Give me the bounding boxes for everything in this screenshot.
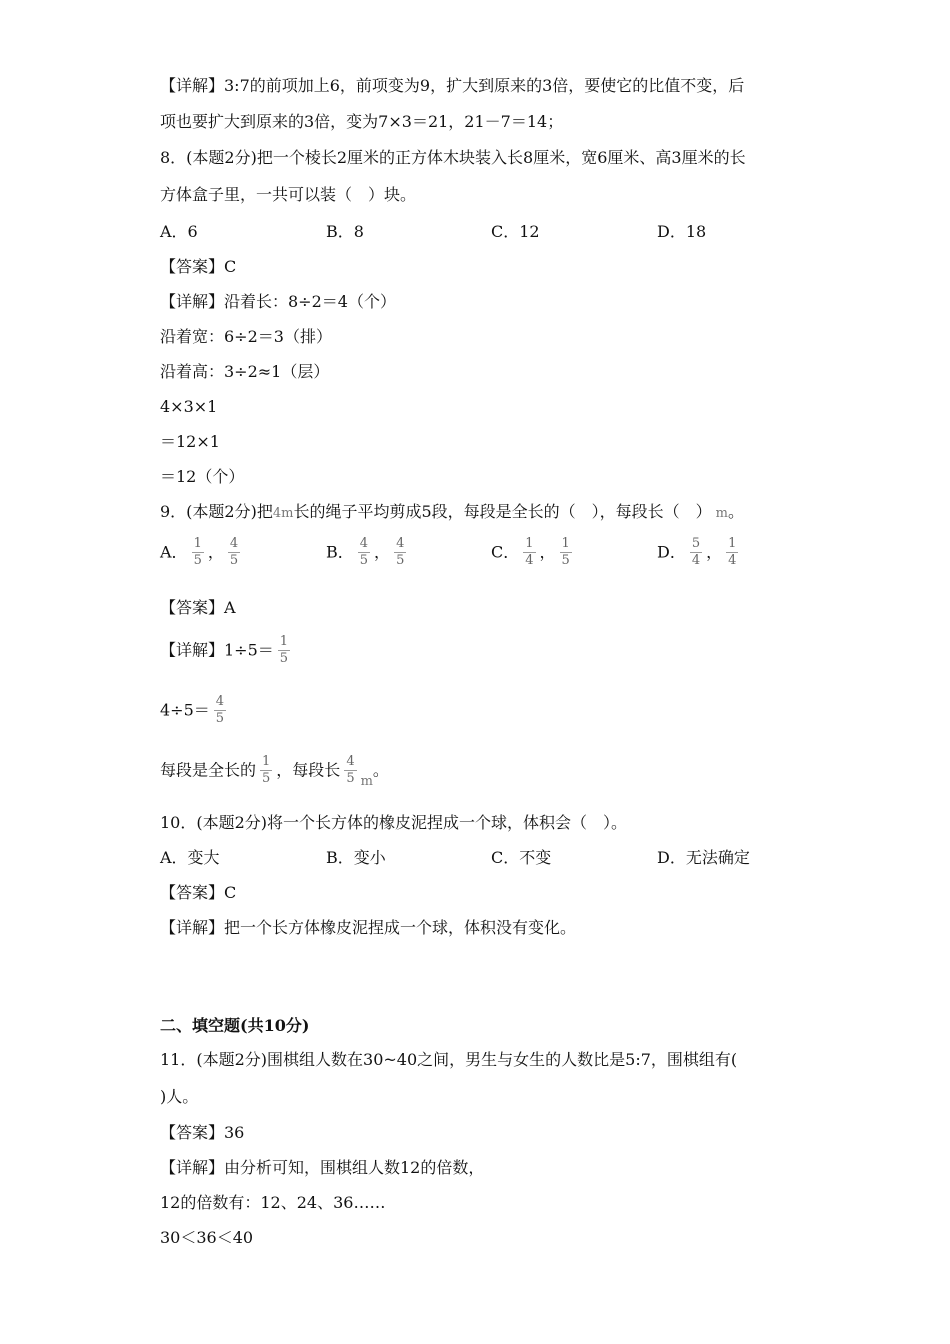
q10-option-d: D．无法确定 bbox=[657, 848, 750, 867]
q11-detail-line-2: 12的倍数有：12、24、36…… bbox=[160, 1193, 386, 1212]
q9-option-a-fraction-2: $\frac{4}{5}$ bbox=[229, 536, 239, 568]
q9-option-c-label: C． bbox=[491, 542, 520, 562]
q9-detail-3-text-b: ，每段长 bbox=[276, 760, 341, 780]
q9-option-b-fraction-1: $\frac{4}{5}$ bbox=[359, 536, 369, 568]
q10-options bbox=[160, 848, 860, 868]
q11-stem-line-1: 11．(本题2分)围棋组人数在30~40之间，男生与女生的人数比是5:7，围棋组有( bbox=[160, 1050, 738, 1069]
q9-detail-line-3 bbox=[160, 750, 389, 802]
q9-stem-prefix: 9．(本题2分)把 bbox=[160, 502, 273, 521]
q8-stem-line-2: 方体盒子里，一共可以装（ ）块。 bbox=[160, 185, 417, 204]
q9-detail-2-text: 4÷5＝ bbox=[160, 700, 210, 720]
q7-detail-line-2: 项也要扩大到原来的3倍，变为7×3＝21，21－7＝14； bbox=[160, 112, 564, 131]
q8-options bbox=[160, 222, 860, 242]
q9-option-d-comma: ， bbox=[706, 542, 723, 562]
q9-detail-1-text: 【详解】1÷5＝ bbox=[160, 640, 274, 660]
q9-detail-3-text-a: 每段是全长的 bbox=[160, 760, 257, 780]
q10-answer: 【答案】C bbox=[160, 883, 237, 902]
q8-option-b: B．8 bbox=[326, 222, 364, 241]
q8-detail-line-2: 沿着宽：6÷2＝3（排） bbox=[160, 327, 332, 346]
q9-stem-length: 4m bbox=[272, 506, 294, 521]
q8-option-a: A．6 bbox=[160, 222, 198, 241]
q9-option-d-fraction-2: $\frac{1}{4}$ bbox=[728, 536, 737, 568]
q8-option-d: D．18 bbox=[657, 222, 707, 241]
q10-stem: 10．(本题2分)将一个长方体的橡皮泥捏成一个球，体积会（ ）。 bbox=[160, 813, 628, 832]
q8-option-c: C．12 bbox=[491, 222, 540, 241]
q10-detail: 【详解】把一个长方体橡皮泥捏成一个球，体积没有变化。 bbox=[160, 918, 577, 937]
q11-detail-line-3: 30＜36＜40 bbox=[160, 1228, 254, 1247]
q9-detail-1-fraction: $\frac{1}{5}$ bbox=[279, 634, 289, 666]
q9-detail-line-1 bbox=[160, 630, 294, 671]
q9-detail-3-fraction-2: $\frac{4}{5}$ bbox=[346, 754, 355, 786]
q8-detail-line-5: ＝12×1 bbox=[160, 432, 220, 451]
q11-detail-line-1: 【详解】由分析可知，围棋组人数12的倍数， bbox=[160, 1158, 485, 1177]
q9-option-a bbox=[160, 536, 244, 569]
q9-option-c-comma: ， bbox=[539, 542, 556, 562]
section-2-title: 二、填空题(共10分) bbox=[160, 1016, 310, 1035]
q9-option-d-fraction-1: $\frac{5}{4}$ bbox=[691, 536, 701, 568]
q9-stem-body: 长的绳子平均剪成5段，每段是全长的（ ），每段长（ ） bbox=[293, 502, 712, 521]
q8-answer: 【答案】C bbox=[160, 257, 237, 276]
q9-option-a-fraction-1: $\frac{1}{5}$ bbox=[193, 536, 202, 568]
q8-detail-line-3: 沿着高：3÷2≈1（层） bbox=[160, 362, 330, 381]
q9-option-b bbox=[326, 536, 410, 569]
q9-option-c-fraction-1: $\frac{1}{4}$ bbox=[525, 536, 534, 568]
q9-stem-end: 。 bbox=[727, 502, 744, 521]
q9-option-a-comma: ， bbox=[207, 542, 224, 562]
q10-option-b: B．变小 bbox=[326, 848, 386, 867]
q8-detail-line-1: 【详解】沿着长：8÷2＝4（个） bbox=[160, 292, 396, 311]
q9-detail-3-unit: m bbox=[360, 774, 373, 789]
q9-detail-line-2 bbox=[160, 690, 230, 731]
q7-detail-line-1: 【详解】3:7的前项加上6，前项变为9，扩大到原来的3倍，要使它的比值不变，后 bbox=[160, 76, 745, 95]
q9-option-d bbox=[657, 536, 742, 569]
q9-option-b-comma: ， bbox=[374, 542, 391, 562]
q8-stem-line-1: 8．(本题2分)把一个棱长2厘米的正方体木块装入长8厘米，宽6厘米、高3厘米的长 bbox=[160, 148, 746, 167]
q9-stem bbox=[160, 502, 744, 524]
q9-answer: 【答案】A bbox=[160, 598, 236, 617]
q9-detail-2-fraction: $\frac{4}{5}$ bbox=[215, 694, 225, 726]
q9-option-a-label: A． bbox=[160, 542, 188, 562]
q9-stem-unit: m bbox=[715, 506, 728, 521]
q9-options bbox=[160, 536, 860, 576]
q9-option-b-fraction-2: $\frac{4}{5}$ bbox=[396, 536, 405, 568]
q9-option-d-label: D． bbox=[657, 542, 686, 562]
q11-stem-line-2: )人。 bbox=[160, 1087, 199, 1106]
q10-option-c: C．不变 bbox=[491, 848, 552, 867]
q8-detail-line-6: ＝12（个） bbox=[160, 467, 245, 486]
q9-detail-3-end: 。 bbox=[372, 760, 389, 780]
q8-detail-line-4: 4×3×1 bbox=[160, 397, 218, 416]
q9-option-c bbox=[491, 536, 576, 569]
q9-option-b-label: B． bbox=[326, 542, 354, 562]
q9-option-c-fraction-2: $\frac{1}{5}$ bbox=[561, 536, 570, 568]
q10-option-a: A．变大 bbox=[160, 848, 220, 867]
q11-answer: 【答案】36 bbox=[160, 1123, 245, 1142]
q9-detail-3-fraction-1: $\frac{1}{5}$ bbox=[262, 754, 271, 786]
